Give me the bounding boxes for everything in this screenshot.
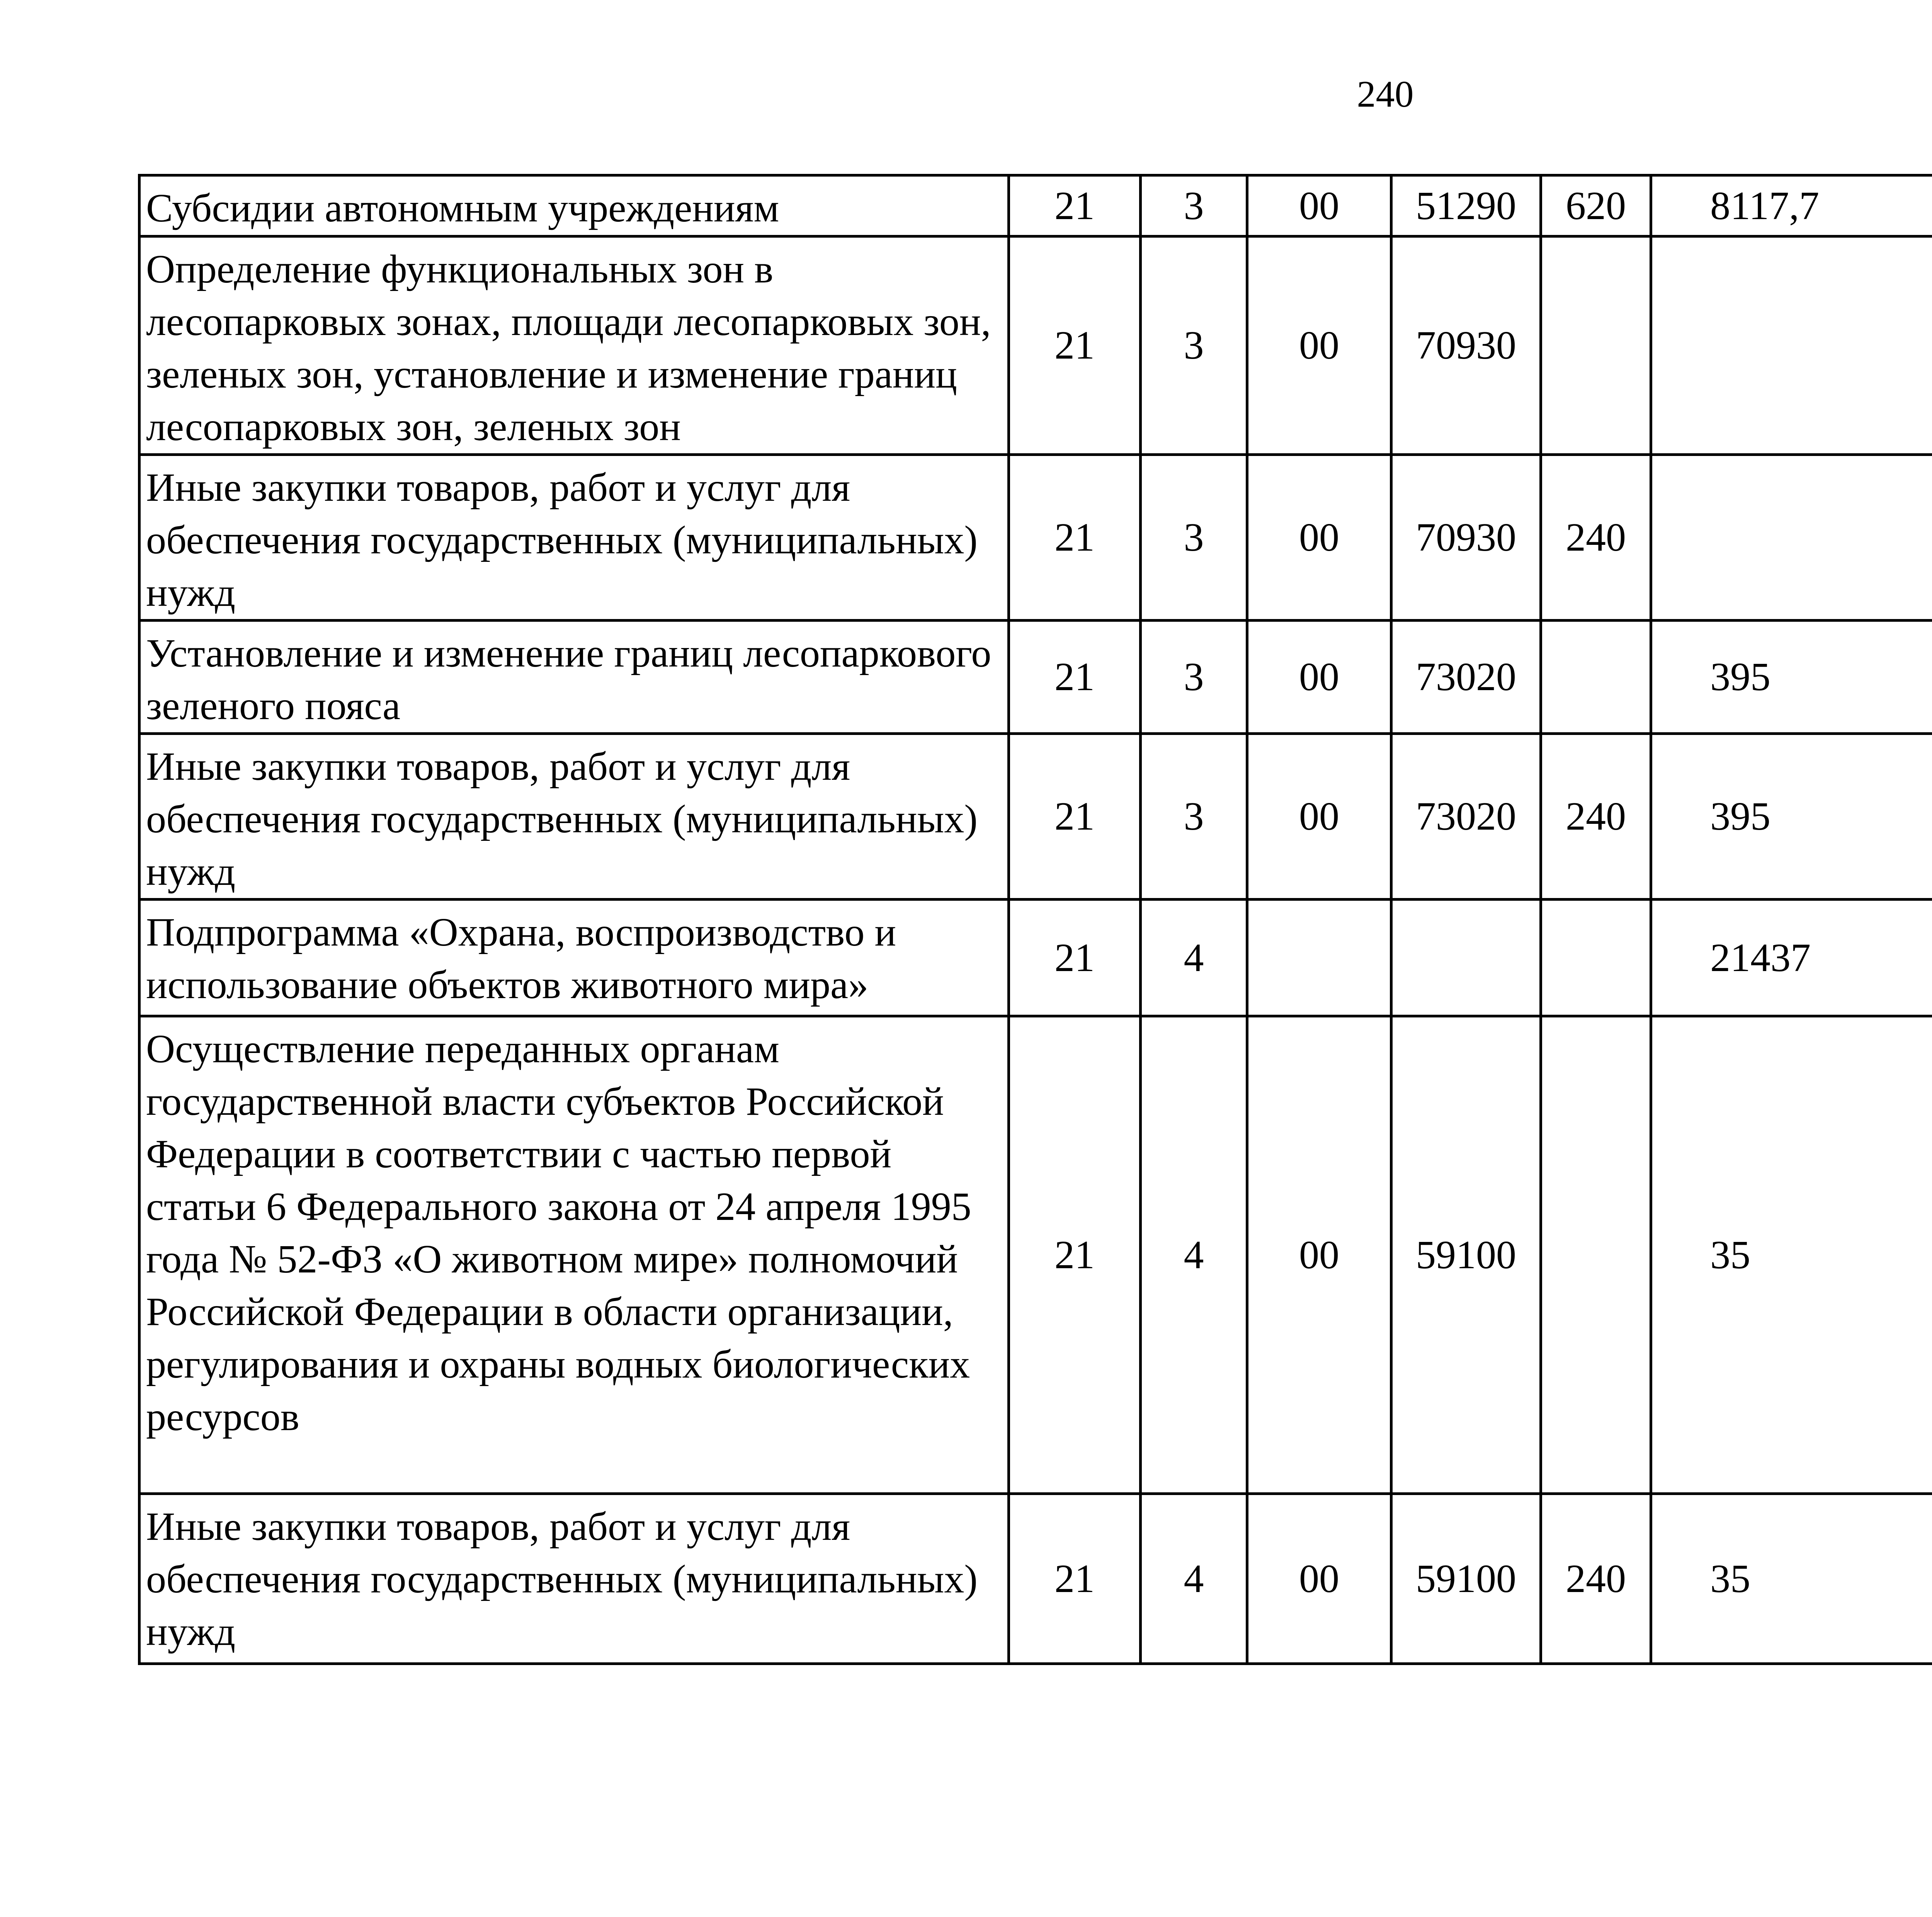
row-name: Иные закупки товаров, работ и услуг для обеспечения государственных (муниципальных) нужд bbox=[139, 455, 1009, 621]
amount-cell: 8117,7 bbox=[1651, 175, 1932, 236]
code-cell: 21 bbox=[1009, 1494, 1141, 1664]
row-name: Субсидии автономным учреждениям bbox=[139, 175, 1009, 236]
table-row bbox=[139, 1494, 1932, 1664]
code-cell: 00 bbox=[1247, 1494, 1391, 1664]
code-cell: 00 bbox=[1247, 621, 1391, 734]
amount-cell: 395 bbox=[1651, 621, 1932, 734]
code-cell: 620 bbox=[1541, 175, 1651, 236]
amount-cell: 21437 bbox=[1651, 900, 1932, 1016]
code-cell: 00 bbox=[1247, 236, 1391, 455]
code-cell: 70930 bbox=[1391, 236, 1541, 455]
code-cell bbox=[1541, 236, 1651, 455]
code-cell: 21 bbox=[1009, 236, 1141, 455]
table-row bbox=[139, 455, 1932, 621]
code-cell: 21 bbox=[1009, 621, 1141, 734]
code-cell: 59100 bbox=[1391, 1494, 1541, 1664]
amount-cell: 35 bbox=[1651, 1494, 1932, 1664]
row-name: Иные закупки товаров, работ и услуг для обеспечения государственных (муниципальных) нужд bbox=[139, 1494, 1009, 1664]
amount-cell bbox=[1651, 236, 1932, 455]
row-name: Определение функциональных зон в лесопарковых зонах, площади лесопарковых зон, зеленых зон, установление и изменение границ лесопарковых зон, зеленых зон bbox=[139, 236, 1009, 455]
row-name: Иные закупки товаров, работ и услуг для обеспечения государственных (муниципальных) нужд bbox=[139, 734, 1009, 900]
code-cell: 3 bbox=[1141, 175, 1247, 236]
code-cell: 73020 bbox=[1391, 621, 1541, 734]
code-cell: 3 bbox=[1141, 621, 1247, 734]
budget-table bbox=[138, 174, 1932, 1665]
code-cell: 21 bbox=[1009, 1016, 1141, 1494]
code-cell: 00 bbox=[1247, 175, 1391, 236]
page-number: 240 bbox=[1357, 73, 1414, 115]
code-cell: 00 bbox=[1247, 734, 1391, 900]
code-cell: 21 bbox=[1009, 175, 1141, 236]
code-cell: 21 bbox=[1009, 734, 1141, 900]
code-cell bbox=[1247, 900, 1391, 1016]
code-cell: 3 bbox=[1141, 734, 1247, 900]
table-row bbox=[139, 900, 1932, 1016]
row-name: Осуществление переданных органам государственной власти субъектов Российской Федерации в соответствии с частью первой статьи 6 Федерального закона от 24 апреля 1995 года № 52-ФЗ «О животном мире» полномочий Российской Федерации в области организации, регулирования и охраны водных биологических ресурсов bbox=[139, 1016, 1009, 1494]
code-cell: 51290 bbox=[1391, 175, 1541, 236]
amount-cell bbox=[1651, 455, 1932, 621]
code-cell: 4 bbox=[1141, 1494, 1247, 1664]
code-cell: 21 bbox=[1009, 455, 1141, 621]
code-cell bbox=[1541, 1016, 1651, 1494]
code-cell: 3 bbox=[1141, 455, 1247, 621]
code-cell: 4 bbox=[1141, 900, 1247, 1016]
code-cell: 240 bbox=[1541, 455, 1651, 621]
amount-cell: 395 bbox=[1651, 734, 1932, 900]
row-name: Подпрограмма «Охрана, воспроизводство и использование объектов животного мира» bbox=[139, 900, 1009, 1016]
row-name: Установление и изменение границ лесопаркового зеленого пояса bbox=[139, 621, 1009, 734]
code-cell bbox=[1541, 900, 1651, 1016]
table-row bbox=[139, 175, 1932, 236]
code-cell bbox=[1391, 900, 1541, 1016]
amount-cell: 35 bbox=[1651, 1016, 1932, 1494]
table-row bbox=[139, 236, 1932, 455]
code-cell: 240 bbox=[1541, 1494, 1651, 1664]
table-row bbox=[139, 621, 1932, 734]
table-row bbox=[139, 734, 1932, 900]
code-cell bbox=[1541, 621, 1651, 734]
code-cell: 73020 bbox=[1391, 734, 1541, 900]
code-cell: 70930 bbox=[1391, 455, 1541, 621]
code-cell: 21 bbox=[1009, 900, 1141, 1016]
code-cell: 00 bbox=[1247, 1016, 1391, 1494]
code-cell: 00 bbox=[1247, 455, 1391, 621]
code-cell: 240 bbox=[1541, 734, 1651, 900]
code-cell: 3 bbox=[1141, 236, 1247, 455]
table-row bbox=[139, 1016, 1932, 1494]
code-cell: 59100 bbox=[1391, 1016, 1541, 1494]
code-cell: 4 bbox=[1141, 1016, 1247, 1494]
